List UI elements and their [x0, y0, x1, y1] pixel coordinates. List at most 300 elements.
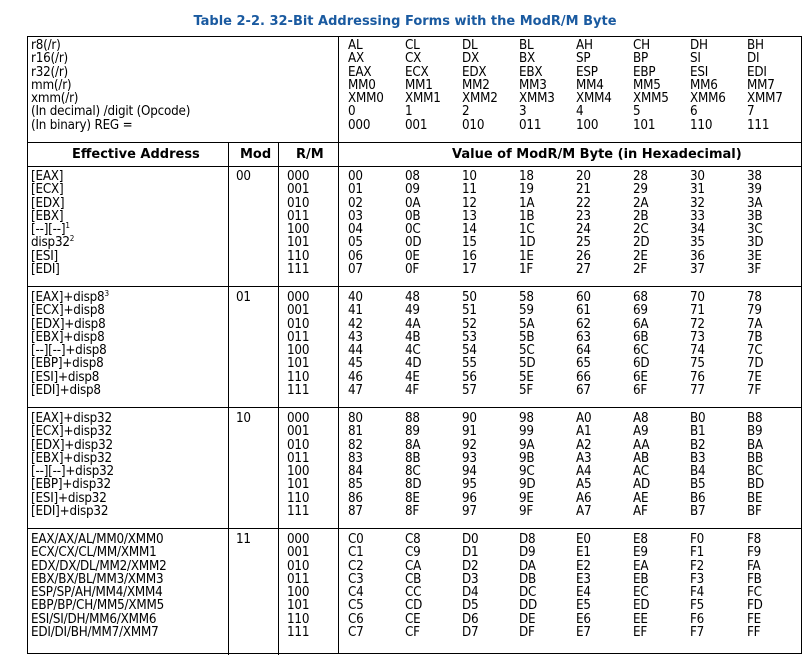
cell-text: 17 [462, 262, 477, 278]
cell [576, 478, 591, 491]
cell-text: A9 [633, 424, 649, 440]
cell-text: AD [633, 477, 650, 493]
cell-text: FE [747, 611, 762, 627]
hex-value-column [348, 412, 363, 518]
cell [287, 183, 309, 196]
reg-column-0 [348, 39, 384, 132]
cell-text: 78 [747, 290, 762, 305]
cell-text: C0 [348, 532, 364, 547]
cell [633, 304, 649, 317]
cell [747, 613, 763, 626]
reg-column-5 [633, 39, 669, 132]
hex-value-column [690, 291, 705, 397]
cell [405, 492, 421, 505]
cell-text: C6 [348, 611, 364, 627]
cell-text: 75 [690, 356, 705, 372]
cell [633, 39, 669, 52]
cell-text: 1D [519, 235, 536, 251]
cell [633, 197, 649, 210]
cell [576, 344, 591, 357]
cell-text: ESI [690, 64, 709, 80]
cell-text: 44 [348, 343, 363, 359]
cell [519, 263, 535, 276]
cell-text: 46 [348, 369, 363, 385]
cell-text: AE [633, 490, 649, 506]
cell-text: 91 [462, 424, 477, 440]
cell [690, 425, 705, 438]
cell-text: CH [633, 38, 650, 53]
cell-text: 2B [633, 208, 649, 224]
cell-text: 0F [405, 262, 420, 278]
cell-text: 97 [462, 504, 477, 520]
cell [633, 170, 649, 183]
cell-text: 6D [633, 356, 650, 372]
cell [690, 52, 726, 65]
cell [287, 599, 309, 612]
cell-text: 05 [348, 235, 363, 251]
cell-text: 8F [405, 504, 420, 520]
cell-text: [EAX]+disp8 [31, 290, 105, 305]
cell-text: 37 [690, 262, 705, 278]
cell [747, 66, 783, 79]
cell-text: BB [747, 450, 764, 466]
cell [31, 505, 114, 518]
cell-text: AB [633, 450, 649, 466]
cell [31, 236, 74, 249]
cell-text: 7 [747, 104, 755, 120]
cell-text: BH [747, 38, 764, 53]
cell [747, 573, 763, 586]
cell [633, 92, 669, 105]
cell [576, 79, 612, 92]
cell-text: XMM6 [690, 91, 726, 107]
cell-text: 000 [287, 411, 310, 426]
cell [519, 250, 535, 263]
cell [405, 250, 421, 263]
cell-text: EBX/BX/BL/MM3/XMM3 [31, 571, 164, 587]
cell [690, 465, 705, 478]
cell [31, 291, 109, 304]
cell-text: 5D [519, 356, 536, 372]
register-type-label: mm(/r) [31, 77, 72, 93]
cell [690, 505, 705, 518]
cell [633, 412, 650, 425]
cell [633, 66, 669, 79]
cell-text: 29 [633, 182, 648, 198]
cell-text: F9 [747, 545, 762, 561]
cell-text: 7C [747, 343, 763, 359]
cell-text: 6C [633, 343, 649, 359]
cell [31, 626, 166, 639]
cell-text: 14 [462, 222, 477, 238]
cell [747, 79, 783, 92]
cell-text: 7A [747, 316, 763, 332]
cell-text: ECX/CX/CL/MM/XMM1 [31, 545, 157, 561]
footnote-marker: 3 [104, 289, 109, 298]
cell-text: FD [747, 598, 763, 614]
cell [348, 304, 363, 317]
cell [287, 344, 309, 357]
footnote-marker: 2 [69, 234, 75, 244]
cell [576, 546, 591, 559]
cell [747, 210, 763, 223]
cell [287, 492, 309, 505]
cell [690, 439, 705, 452]
cell [747, 170, 763, 183]
cell [287, 505, 309, 518]
cell [31, 344, 109, 357]
cell [287, 546, 309, 559]
cell [31, 371, 109, 384]
cell-text: AL [348, 38, 363, 53]
cell-text: FB [747, 571, 762, 587]
cell-text: 40 [348, 290, 363, 305]
cell [690, 533, 704, 546]
mod-header: Mod [240, 147, 272, 162]
cell-text: 6 [690, 104, 698, 120]
cell-text: A8 [633, 411, 649, 426]
hex-value-column [747, 533, 763, 639]
cell [405, 39, 441, 52]
cell-text: F8 [747, 532, 762, 547]
cell-text: AF [633, 504, 648, 520]
cell [633, 318, 649, 331]
cell [462, 533, 478, 546]
cell-text: DI [747, 51, 760, 67]
cell [348, 452, 363, 465]
cell-text: EE [633, 611, 648, 627]
cell-text: AC [633, 464, 649, 480]
cell [633, 331, 649, 344]
value-column-divider [338, 37, 339, 653]
cell [633, 223, 649, 236]
cell [519, 613, 537, 626]
rm-header: R/M [296, 147, 324, 162]
cell [31, 425, 114, 438]
cell-text: 01 [348, 182, 363, 198]
cell-text: D9 [519, 545, 536, 561]
mod-value: 00 [236, 169, 251, 184]
cell [31, 250, 74, 263]
cell-text: A6 [576, 490, 592, 506]
cell-text: 7B [747, 329, 763, 345]
cell-text: CD [405, 598, 423, 614]
cell-text: E6 [576, 611, 591, 627]
cell [690, 586, 704, 599]
cell-text: MM2 [462, 77, 490, 93]
cell-text: [EDI]+disp8 [31, 383, 101, 399]
cell [405, 384, 421, 397]
cell-text: 101 [287, 235, 310, 251]
cell-text: [ECX]+disp32 [31, 424, 113, 440]
cell [690, 357, 705, 370]
header-divider [28, 142, 801, 143]
cell-text: 28 [633, 169, 648, 184]
cell [576, 533, 591, 546]
cell-text: D3 [462, 571, 479, 587]
cell-text: 42 [348, 316, 363, 332]
cell [747, 492, 764, 505]
cell-text: 100 [287, 222, 310, 238]
cell [747, 304, 763, 317]
cell [31, 492, 114, 505]
cell-text: 011 [287, 450, 310, 466]
cell-text: 50 [462, 290, 477, 305]
cell-text: E7 [576, 625, 591, 641]
cell [348, 412, 363, 425]
cell [633, 613, 649, 626]
cell-text: disp32 [31, 235, 70, 251]
cell-text: 06 [348, 248, 363, 264]
cell [576, 384, 591, 397]
cell-text: [EAX]+disp32 [31, 411, 112, 426]
cell-text: 100 [287, 464, 310, 480]
cell-text: 76 [690, 369, 705, 385]
reg-column-4 [576, 39, 612, 132]
cell [690, 613, 704, 626]
cell [462, 344, 477, 357]
cell [519, 384, 535, 397]
cell-text: 9A [519, 437, 535, 453]
cell [287, 465, 309, 478]
cell-text: XMM0 [348, 91, 384, 107]
cell-text: 6F [633, 383, 648, 399]
cell [348, 183, 363, 196]
hex-value-column [348, 533, 364, 639]
cell-text: C4 [348, 585, 364, 601]
cell-text: 20 [576, 169, 591, 184]
cell [690, 263, 705, 276]
cell [519, 452, 535, 465]
cell-text: CC [405, 585, 422, 601]
cell [462, 492, 477, 505]
cell [348, 210, 363, 223]
cell [633, 236, 649, 249]
effective-address-header: Effective Address [72, 147, 200, 162]
cell [633, 250, 649, 263]
cell-text: 4D [405, 356, 422, 372]
rm-list [287, 412, 309, 518]
cell [348, 66, 384, 79]
cell [31, 197, 74, 210]
cell-text: 110 [690, 117, 713, 133]
hex-value-column [462, 170, 477, 276]
cell-text: F5 [690, 598, 705, 614]
cell-text: F0 [690, 532, 705, 547]
cell-text: 83 [348, 450, 363, 466]
cell [633, 626, 649, 639]
cell-text: F1 [690, 545, 705, 561]
cell-text: 4C [405, 343, 421, 359]
cell [405, 331, 421, 344]
cell [31, 263, 74, 276]
reg-column-7 [747, 39, 783, 132]
effective-address-list [31, 412, 114, 518]
cell-text: MM3 [519, 77, 547, 93]
cell [576, 371, 591, 384]
cell [405, 626, 422, 639]
cell-text: 2E [633, 248, 648, 264]
cell-text: 6A [633, 316, 649, 332]
cell-text: DX [462, 51, 480, 67]
cell-text: 110 [287, 490, 310, 506]
cell [348, 586, 364, 599]
cell-text: 1F [519, 262, 534, 278]
cell [287, 250, 309, 263]
hex-value-column [576, 291, 591, 397]
cell [287, 613, 309, 626]
cell [31, 170, 74, 183]
cell [31, 573, 166, 586]
cell [747, 412, 764, 425]
hex-value-column [519, 291, 535, 397]
hex-value-column [633, 533, 649, 639]
cell-text: 9F [519, 504, 534, 520]
cell [519, 304, 535, 317]
cell-text: XMM4 [576, 91, 612, 107]
cell [576, 439, 591, 452]
cell [287, 210, 309, 223]
cell-text: 19 [519, 182, 534, 198]
cell-text: E9 [633, 545, 648, 561]
cell [462, 119, 498, 132]
cell [348, 613, 364, 626]
cell-text: 81 [348, 424, 363, 440]
cell-text: DL [462, 38, 478, 53]
cell [462, 452, 477, 465]
cell [287, 331, 309, 344]
cell-text: 111 [287, 504, 310, 520]
cell [462, 560, 478, 573]
cell [287, 573, 309, 586]
cell [519, 52, 555, 65]
cell [519, 344, 535, 357]
cell-text: DC [519, 585, 537, 601]
cell-text: 69 [633, 303, 648, 319]
cell-text: 000 [287, 532, 310, 547]
cell-text: 51 [462, 303, 477, 319]
cell [747, 92, 783, 105]
cell [576, 210, 591, 223]
cell [462, 425, 477, 438]
cell-text: D6 [462, 611, 479, 627]
footnote-marker: 1 [65, 221, 70, 231]
cell-text: A1 [576, 424, 592, 440]
cell-text: [--][--]+disp8 [31, 343, 107, 359]
hex-value-column [405, 291, 421, 397]
cell [405, 465, 421, 478]
cell [348, 318, 363, 331]
cell [747, 291, 763, 304]
cell [633, 357, 649, 370]
cell-text: 67 [576, 383, 591, 399]
cell [462, 223, 477, 236]
cell-text: BX [519, 51, 536, 67]
cell [519, 492, 535, 505]
cell [405, 573, 422, 586]
cell [348, 465, 363, 478]
hex-value-column [690, 412, 705, 518]
cell-text: [--][--] [31, 222, 66, 238]
cell [348, 92, 384, 105]
cell [747, 425, 764, 438]
cell-text: EBP/BP/CH/MM5/XMM5 [31, 598, 164, 614]
modrm-table [27, 36, 802, 654]
cell-text: [--][--]+disp32 [31, 464, 114, 480]
cell [633, 452, 650, 465]
cell [31, 613, 166, 626]
cell [576, 492, 591, 505]
cell [747, 250, 763, 263]
cell [690, 304, 705, 317]
cell [633, 119, 669, 132]
cell-text: 23 [576, 208, 591, 224]
cell-text: 41 [348, 303, 363, 319]
cell-text: [EDX]+disp32 [31, 437, 113, 453]
cell-text: CL [405, 38, 420, 53]
cell [576, 505, 591, 518]
cell [348, 533, 364, 546]
cell [287, 412, 309, 425]
cell-text: 89 [405, 424, 420, 440]
cell [576, 52, 612, 65]
cell-text: 55 [462, 356, 477, 372]
cell [405, 170, 421, 183]
cell [462, 626, 478, 639]
cell-text: 53 [462, 329, 477, 345]
cell [633, 384, 649, 397]
cell [462, 197, 477, 210]
cell-text: 9B [519, 450, 535, 466]
cell-text: C9 [405, 545, 421, 561]
cell-text: 80 [348, 411, 363, 426]
cell-text: A0 [576, 411, 592, 426]
cell [633, 439, 650, 452]
cell-text: 62 [576, 316, 591, 332]
cell-text: EDX/DX/DL/MM2/XMM2 [31, 558, 167, 574]
cell-text: XMM3 [519, 91, 555, 107]
cell-text: 2 [462, 104, 470, 120]
cell [405, 79, 441, 92]
cell-text: A3 [576, 450, 592, 466]
cell-text: C8 [405, 532, 421, 547]
cell-text: EBP [633, 64, 656, 80]
cell [576, 39, 612, 52]
cell [519, 586, 537, 599]
cell [405, 223, 421, 236]
cell [462, 599, 478, 612]
cell-text: D4 [462, 585, 479, 601]
hex-value-column [405, 533, 422, 639]
cell-text: DH [690, 38, 708, 53]
cell [690, 384, 705, 397]
cell [633, 105, 669, 118]
cell [633, 546, 649, 559]
cell-text: 001 [287, 545, 310, 561]
cell-text: 3F [747, 262, 762, 278]
cell-text: D5 [462, 598, 479, 614]
cell-text: EDI [747, 64, 767, 80]
cell [690, 573, 704, 586]
hex-value-column [519, 412, 535, 518]
cell-text: F4 [690, 585, 705, 601]
cell [633, 291, 649, 304]
cell-text: BP [633, 51, 649, 67]
cell-text: 100 [287, 343, 310, 359]
cell-text: 011 [287, 571, 310, 587]
cell-text: ED [633, 598, 650, 614]
cell-text: 010 [462, 117, 485, 133]
